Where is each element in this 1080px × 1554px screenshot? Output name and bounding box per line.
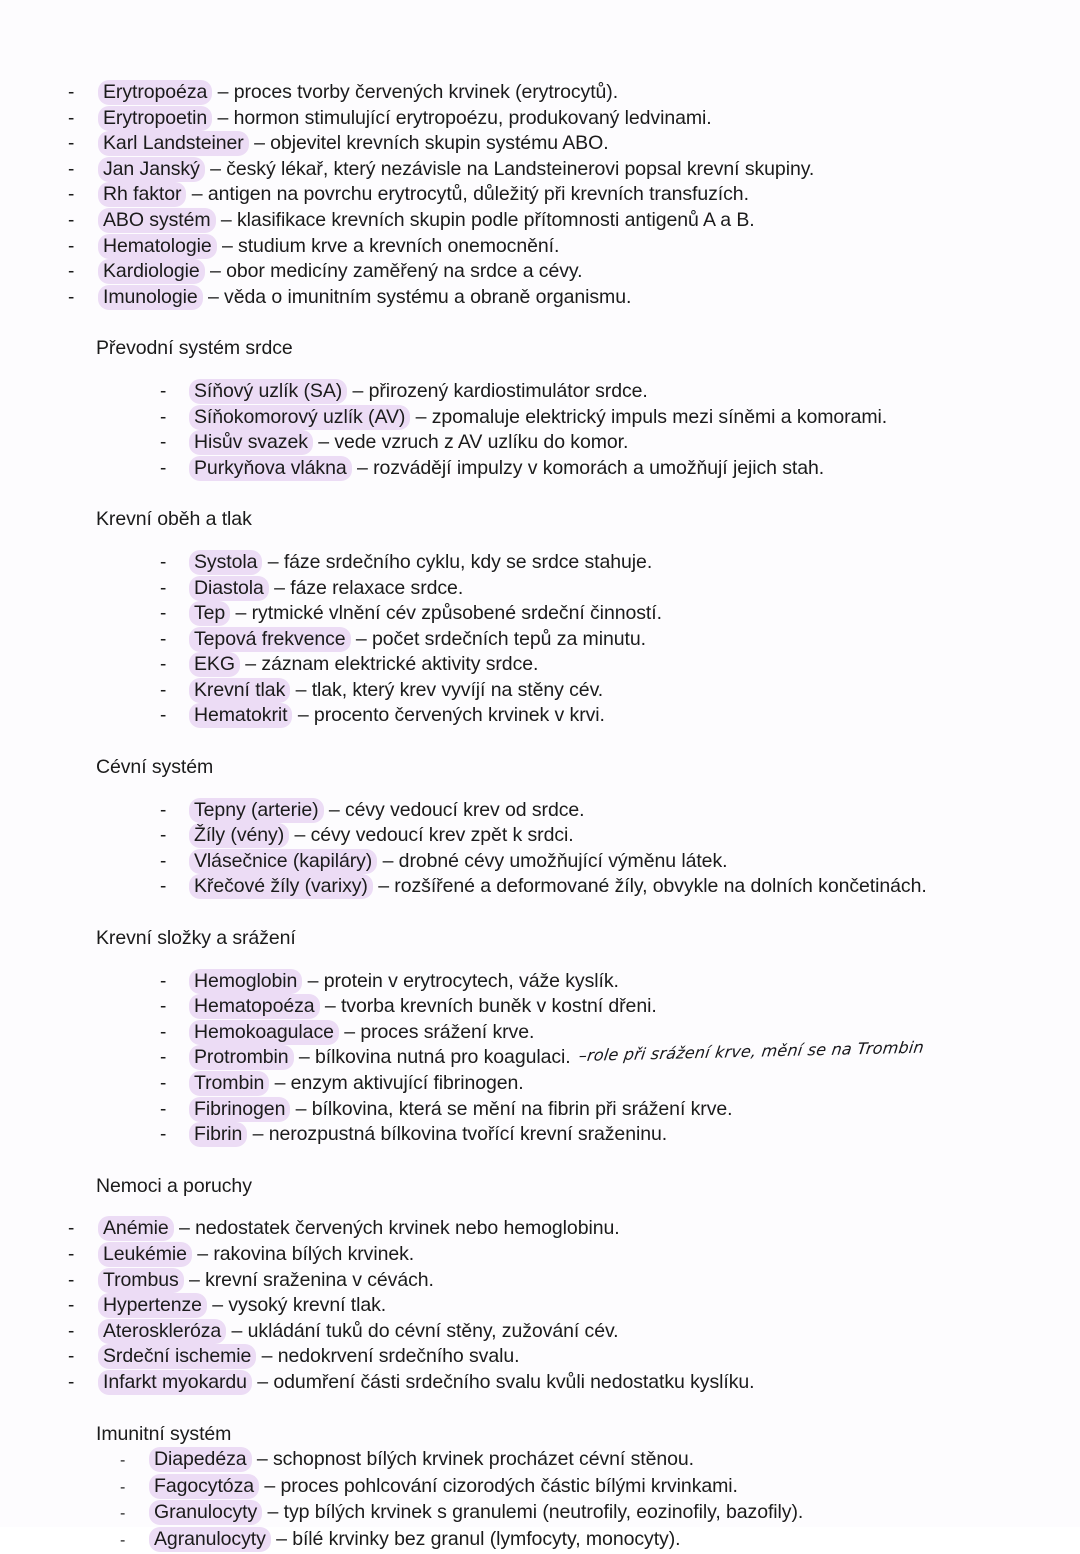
section-heading: Krevní oběh a tlak: [96, 508, 252, 531]
term-definition: – vede vzruch z AV uzlíku do komor.: [312, 431, 629, 454]
bullet-dash-icon: -: [120, 1452, 126, 1470]
list-item-text: [193, 1097, 732, 1123]
highlighted-term: Trombin: [189, 1071, 269, 1096]
term-definition: – nedostatek červených krvinek nebo hemoglobinu.: [173, 1217, 620, 1240]
term-definition: – tlak, který krev vyvíjí na stěny cév.: [290, 678, 604, 701]
term-definition: – bílkovina, která se mění na fibrin při srážení krve.: [290, 1097, 733, 1120]
list-item: [0, 1216, 1080, 1242]
highlighted-term: Hisův svazek: [189, 430, 313, 455]
term-definition: – tvorba krevních buněk v kostní dřeni.: [319, 995, 657, 1018]
list-item: [0, 80, 1080, 106]
bullet-dash-icon: -: [68, 1320, 75, 1342]
term-definition: – schopnost bílých krvinek procházet cévní stěnou.: [251, 1448, 695, 1471]
list-item: [0, 678, 1080, 704]
term-definition: – rytmické vlnění cév způsobené srdeční činností.: [230, 602, 662, 625]
bullet-dash-icon: -: [160, 577, 167, 599]
bullet-dash-icon: -: [160, 406, 167, 428]
highlighted-term: ABO systém: [98, 208, 216, 233]
list-item: [0, 1344, 1080, 1370]
section-spacer: [0, 481, 1080, 507]
list-item-text: [102, 234, 559, 260]
list-item-text: [193, 823, 574, 849]
term-definition: – obor medicíny zaměřený na srdce a cévy.: [204, 260, 583, 283]
section-heading: Krevní složky a srážení: [96, 927, 296, 950]
term-definition: – studium krve a krevních onemocnění.: [216, 234, 560, 257]
list-item: [0, 208, 1080, 234]
bullet-dash-icon: -: [160, 1124, 167, 1146]
highlighted-term: Fibrinogen: [189, 1097, 290, 1122]
bullet-dash-icon: -: [68, 1371, 75, 1393]
heading-spacer: [0, 952, 1080, 969]
term-definition: – proces pohlcování cizorodých částic bílými krvinkami.: [259, 1474, 738, 1497]
list-item-text: [193, 601, 662, 627]
list-item: [0, 601, 1080, 627]
list-item-text: [153, 1447, 694, 1473]
list-item-text: [193, 550, 652, 576]
highlighted-term: Ateroskleróza: [98, 1319, 226, 1344]
highlighted-term: Síňokomorový uzlík (AV): [189, 405, 410, 430]
list-item-text: [193, 405, 887, 431]
section-spacer: [0, 310, 1080, 336]
highlighted-term: Trombus: [98, 1268, 184, 1293]
bullet-dash-icon: -: [120, 1531, 126, 1549]
list-item-text: [102, 1319, 619, 1345]
bullet-dash-icon: -: [160, 551, 167, 573]
term-definition: – objevitel krevních skupin systému ABO.: [248, 132, 609, 155]
bullet-dash-icon: -: [68, 1243, 75, 1265]
term-definition: – cévy vedoucí krev zpět k srdci.: [289, 824, 574, 847]
highlighted-term: Hemoglobin: [189, 969, 302, 994]
bullet-dash-icon: -: [120, 1505, 126, 1523]
list-item-text: [102, 1216, 620, 1242]
list-item-text: [193, 969, 619, 995]
bullet-dash-icon: -: [160, 1098, 167, 1120]
bullet-dash-icon: -: [160, 1021, 167, 1043]
list-item: [0, 285, 1080, 311]
term-definition: – počet srdečních tepů za minutu.: [350, 627, 646, 650]
list-item-text: [102, 80, 618, 106]
list-item-text: [102, 106, 712, 132]
term-definition: – proces tvorby červených krvinek (erytrocytů).: [212, 81, 619, 103]
section-list: [0, 798, 1080, 900]
list-item-text: [102, 157, 814, 183]
highlighted-term: Fagocytóza: [149, 1474, 259, 1499]
highlighted-term: Hemokoagulace: [189, 1020, 339, 1045]
bullet-dash-icon: -: [160, 432, 167, 454]
list-item-text: [153, 1500, 803, 1526]
section-list: [0, 969, 1080, 1148]
highlighted-term: EKG: [189, 652, 240, 677]
list-item-text: [193, 874, 927, 900]
section-spacer: [0, 1396, 1080, 1422]
list-item-text: [193, 576, 463, 602]
bullet-dash-icon: -: [68, 235, 75, 257]
highlighted-term: Anémie: [98, 1216, 174, 1241]
highlighted-term: Leukémie: [98, 1242, 192, 1267]
list-item: [0, 259, 1080, 285]
highlighted-term: Žíly (vény): [189, 823, 289, 848]
highlighted-term: Jan Janský: [98, 157, 205, 182]
list-item: [0, 456, 1080, 482]
list-item: [0, 1293, 1080, 1319]
sections-container: [0, 310, 1080, 1553]
bullet-dash-icon: -: [68, 82, 75, 103]
bullet-dash-icon: -: [160, 679, 167, 701]
bullet-dash-icon: -: [68, 1269, 75, 1291]
section-heading: Cévní systém: [96, 756, 214, 779]
section-list: [0, 1447, 1080, 1553]
bullet-dash-icon: -: [68, 158, 75, 180]
highlighted-term: Fibrin: [189, 1122, 247, 1147]
highlighted-term: Hypertenze: [98, 1293, 207, 1318]
bullet-dash-icon: -: [68, 184, 75, 206]
bullet-dash-icon: -: [160, 850, 167, 872]
heading-spacer: [0, 1199, 1080, 1216]
list-item: [0, 157, 1080, 183]
highlighted-term: Hematokrit: [189, 703, 292, 728]
list-item: [0, 550, 1080, 576]
list-item-text: [153, 1474, 738, 1500]
list-item-text: [193, 1020, 534, 1046]
list-item-text: [193, 379, 648, 405]
bullet-dash-icon: -: [160, 825, 167, 847]
bullet-dash-icon: -: [160, 996, 167, 1018]
intro-definition-list: [0, 80, 1080, 310]
list-item: [0, 798, 1080, 824]
bullet-dash-icon: -: [160, 457, 167, 479]
list-item-text: [193, 1071, 524, 1097]
highlighted-term: Purkyňova vlákna: [189, 456, 352, 481]
term-definition: – ukládání tuků do cévní stěny, zužování cév.: [226, 1319, 619, 1342]
list-item-text: [102, 1268, 434, 1294]
term-definition: – protein v erytrocytech, váže kyslík.: [302, 969, 619, 992]
list-item-text: [102, 1370, 754, 1396]
section-heading: Nemoci a poruchy: [96, 1174, 252, 1197]
term-definition: – hormon stimulující erytropoézu, produkovaný ledvinami.: [212, 106, 712, 129]
list-item: [0, 969, 1080, 995]
list-item: [0, 1037, 1080, 1071]
term-definition: – nedokrvení srdečního svalu.: [256, 1345, 520, 1368]
section-list: [0, 379, 1080, 481]
term-definition: – vysoký krevní tlak.: [206, 1294, 387, 1317]
list-item: [0, 1447, 1080, 1474]
term-definition: – odumření části srdečního svalu kvůli nedostatku kyslíku.: [251, 1370, 755, 1393]
bullet-dash-icon: -: [68, 286, 75, 308]
bullet-dash-icon: -: [68, 133, 75, 155]
term-definition: – rozvádějí impulzy v komorách a umožňují jejich stah.: [351, 456, 825, 479]
term-definition: – procento červených krvinek v krvi.: [292, 704, 605, 727]
highlighted-term: Srdeční ischemie: [98, 1344, 256, 1369]
term-definition: – fáze srdečního cyklu, kdy se srdce stahuje.: [262, 550, 653, 573]
term-definition: – věda o imunitním systému a obraně organismu.: [202, 285, 632, 308]
section-heading: Imunitní systém: [96, 1422, 232, 1445]
list-item-text: [102, 1242, 414, 1268]
bullet-dash-icon: -: [160, 1047, 167, 1069]
highlighted-term: Síňový uzlík (SA): [189, 379, 347, 404]
heading-spacer: [0, 781, 1080, 798]
list-item-text: [193, 1037, 925, 1071]
section-spacer: [0, 900, 1080, 926]
bullet-dash-icon: -: [160, 799, 167, 821]
bullet-dash-icon: -: [160, 876, 167, 898]
list-item: [0, 1268, 1080, 1294]
term-definition: – fáze relaxace srdce.: [268, 576, 464, 599]
term-definition: – rozšířené a deformované žíly, obvykle na dolních končetinách.: [372, 875, 927, 898]
section-spacer: [0, 729, 1080, 755]
term-definition: – záznam elektrické aktivity srdce.: [239, 653, 539, 676]
list-item: [0, 379, 1080, 405]
list-item-text: [193, 627, 646, 653]
heading-spacer: [0, 533, 1080, 550]
list-item-text: [102, 131, 609, 157]
list-item-text: [193, 678, 603, 704]
section-list: [0, 550, 1080, 729]
term-definition: – drobné cévy umožňující výměnu látek.: [377, 849, 728, 872]
list-item: [0, 703, 1080, 729]
bullet-dash-icon: -: [120, 1478, 126, 1496]
section-list: [0, 1216, 1080, 1395]
highlighted-term: Krevní tlak: [189, 678, 290, 703]
highlighted-term: Diastola: [189, 576, 269, 601]
list-item: [0, 106, 1080, 132]
list-item: [0, 652, 1080, 678]
highlighted-term: Tep: [189, 601, 230, 626]
term-definition: – antigen na povrchu erytrocytů, důležitý při krevních transfuzích.: [186, 183, 749, 206]
bullet-dash-icon: -: [68, 209, 75, 231]
bullet-dash-icon: -: [68, 1218, 75, 1240]
term-definition: – krevní sraženina v cévách.: [183, 1268, 434, 1291]
highlighted-term: Karl Landsteiner: [98, 131, 249, 156]
handwritten-annotation: –role při srážení krve, mění se na Trombin: [577, 1037, 925, 1066]
term-definition: – klasifikace krevních skupin podle přítomnosti antigenů A a B.: [215, 208, 755, 231]
list-item: [0, 849, 1080, 875]
highlighted-term: Hematologie: [98, 234, 217, 259]
term-definition: – přirozený kardiostimulátor srdce.: [347, 379, 648, 402]
term-definition: – zpomaluje elektrický impuls mezi síněmi a komorami.: [410, 405, 888, 428]
list-item-text: [102, 285, 631, 311]
highlighted-term: Erytropoéza: [98, 80, 212, 105]
highlighted-term: Rh faktor: [98, 182, 186, 207]
term-definition: – enzym aktivující fibrinogen.: [269, 1072, 524, 1094]
bullet-dash-icon: -: [160, 380, 167, 402]
term-definition: – proces srážení krve.: [338, 1020, 535, 1043]
list-item: [0, 1071, 1080, 1097]
highlighted-term: Vlásečnice (kapiláry): [189, 849, 377, 874]
list-item-text: [102, 259, 582, 285]
list-item: [0, 1500, 1080, 1527]
bullet-dash-icon: -: [160, 1073, 167, 1094]
term-definition: – bílé krvinky bez granul (lymfocyty, monocyty).: [270, 1527, 681, 1550]
list-item: [0, 131, 1080, 157]
term-definition: – český lékař, který nezávisle na Landsteinerovi popsal krevní skupiny.: [204, 157, 815, 180]
list-item-text: [102, 182, 749, 208]
list-item: [0, 627, 1080, 653]
bullet-dash-icon: -: [160, 628, 167, 650]
list-item-text: [193, 1122, 667, 1148]
list-item: [0, 1319, 1080, 1345]
term-definition: – typ bílých krvinek s granulemi (neutrofily, eozinofily, bazofily).: [262, 1501, 804, 1524]
bullet-dash-icon: -: [160, 603, 167, 625]
highlighted-term: Protrombin: [189, 1045, 294, 1070]
list-item: [0, 1474, 1080, 1501]
list-item-text: [102, 208, 755, 234]
list-item: [0, 182, 1080, 208]
highlighted-term: Granulocyty: [149, 1500, 262, 1525]
list-item: [0, 994, 1080, 1020]
term-definition: – cévy vedoucí krev od srdce.: [323, 798, 585, 821]
list-item: [0, 823, 1080, 849]
list-item-text: [193, 456, 824, 482]
list-item: [0, 1122, 1080, 1148]
highlighted-term: Systola: [189, 550, 262, 575]
list-item: [0, 405, 1080, 431]
highlighted-term: Kardiologie: [98, 259, 205, 284]
list-item-text: [153, 1527, 680, 1553]
list-item: [0, 234, 1080, 260]
bullet-dash-icon: -: [160, 970, 167, 992]
section-spacer: [0, 1148, 1080, 1174]
highlighted-term: Erytropoetin: [98, 106, 212, 131]
list-item: [0, 874, 1080, 900]
highlighted-term: Diapedéza: [149, 1447, 252, 1472]
list-item-text: [102, 1344, 519, 1370]
bullet-dash-icon: -: [68, 107, 75, 129]
list-item: [0, 430, 1080, 456]
list-item-text: [193, 798, 585, 824]
heading-spacer: [0, 362, 1080, 379]
bullet-dash-icon: -: [160, 654, 167, 676]
page-top-spacer: [0, 0, 1080, 80]
section-heading: Převodní systém srdce: [96, 337, 293, 360]
highlighted-term: Tepny (arterie): [189, 798, 324, 823]
list-item: [0, 1527, 1080, 1554]
list-item-text: [193, 994, 657, 1020]
list-item: [0, 1242, 1080, 1268]
bullet-dash-icon: -: [160, 705, 167, 727]
term-definition: – bílkovina nutná pro koagulaci.: [293, 1046, 571, 1069]
list-item: [0, 576, 1080, 602]
highlighted-term: Infarkt myokardu: [98, 1370, 252, 1395]
list-item-text: [102, 1293, 386, 1319]
highlighted-term: Křečové žíly (varixy): [189, 874, 373, 899]
highlighted-term: Tepová frekvence: [189, 627, 351, 652]
list-item: [0, 1370, 1080, 1396]
list-item-text: [193, 652, 538, 678]
highlighted-term: Imunologie: [98, 285, 203, 310]
highlighted-term: Hematopoéza: [189, 994, 320, 1019]
highlighted-term: Agranulocyty: [149, 1527, 271, 1552]
term-definition: – nerozpustná bílkovina tvořící krevní sraženinu.: [247, 1123, 668, 1146]
list-item-text: [193, 430, 628, 456]
bullet-dash-icon: -: [68, 261, 75, 283]
bullet-dash-icon: -: [68, 1346, 75, 1368]
bullet-dash-icon: -: [68, 1295, 75, 1317]
term-definition: – rakovina bílých krvinek.: [191, 1242, 415, 1265]
list-item-text: [193, 703, 605, 729]
list-item: [0, 1097, 1080, 1123]
list-item-text: [193, 849, 727, 875]
